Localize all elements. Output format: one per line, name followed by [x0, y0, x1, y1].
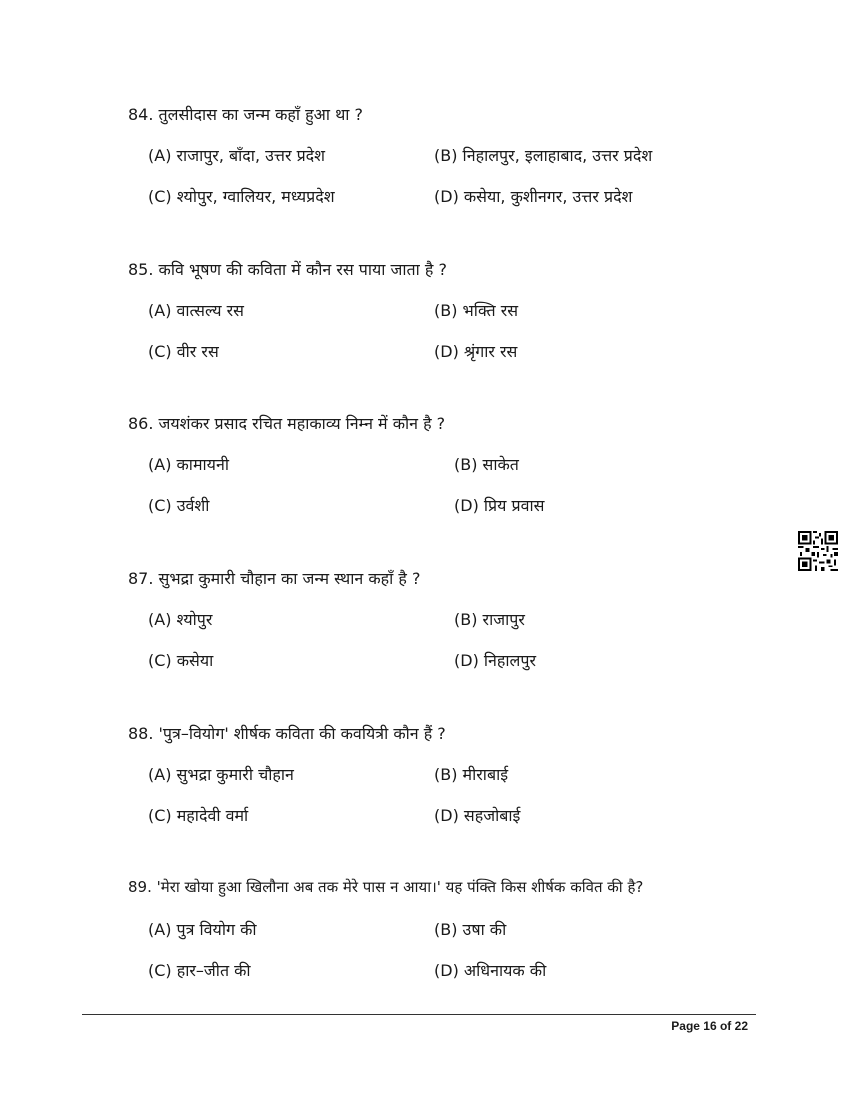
option-a: (A) श्योपुर: [148, 610, 213, 629]
option-c: (C) वीर रस: [148, 342, 219, 361]
option-b: (B) उषा की: [434, 920, 507, 939]
question-text: 85. कवि भूषण की कविता में कौन रस पाया जाता है ?: [128, 260, 447, 279]
option-a: (A) सुभद्रा कुमारी चौहान: [148, 765, 294, 784]
option-b: (B) भक्ति रस: [434, 301, 519, 320]
option-d: (D) कसेया, कुशीनगर, उत्तर प्रदेश: [434, 187, 633, 206]
option-d: (D) श्रृंगार रस: [434, 342, 518, 361]
option-a: (A) राजापुर, बाँदा, उत्तर प्रदेश: [148, 146, 326, 165]
option-c: (C) कसेया: [148, 651, 214, 670]
question-text: 89. 'मेरा खोया हुआ खिलौना अब तक मेरे पास न आया।' यह पंक्ति किस शीर्षक कवित की है?: [128, 878, 644, 896]
question-text: 87. सुभद्रा कुमारी चौहान का जन्म स्थान कहाँ है ?: [128, 569, 421, 588]
footer-divider: [82, 1014, 756, 1015]
option-c: (C) उर्वशी: [148, 496, 210, 515]
option-c: (C) श्योपुर, ग्वालियर, मध्यप्रदेश: [148, 187, 335, 206]
page-number: Page 16 of 22: [671, 1019, 748, 1033]
option-d: (D) प्रिय प्रवास: [454, 496, 545, 515]
option-d: (D) अधिनायक की: [434, 961, 547, 980]
option-c: (C) महादेवी वर्मा: [148, 806, 249, 825]
option-b: (B) मीराबाई: [434, 765, 509, 784]
question-text: 86. जयशंकर प्रसाद रचित महाकाव्य निम्न में कौन है ?: [128, 414, 446, 433]
question-text: 84. तुलसीदास का जन्म कहाँ हुआ था ?: [128, 105, 364, 124]
option-a: (A) वात्सल्य रस: [148, 301, 244, 320]
question-text: 88. 'पुत्र–वियोग' शीर्षक कविता की कवयित्री कौन हैं ?: [128, 724, 446, 743]
option-a: (A) कामायनी: [148, 455, 229, 474]
option-a: (A) पुत्र वियोग की: [148, 920, 257, 939]
qr-code-icon: [798, 531, 838, 571]
option-b: (B) साकेत: [454, 455, 519, 474]
option-c: (C) हार–जीत की: [148, 961, 251, 980]
option-d: (D) सहजोबाई: [434, 806, 521, 825]
option-d: (D) निहालपुर: [454, 651, 537, 670]
option-b: (B) राजापुर: [454, 610, 525, 629]
option-b: (B) निहालपुर, इलाहाबाद, उत्तर प्रदेश: [434, 146, 653, 165]
